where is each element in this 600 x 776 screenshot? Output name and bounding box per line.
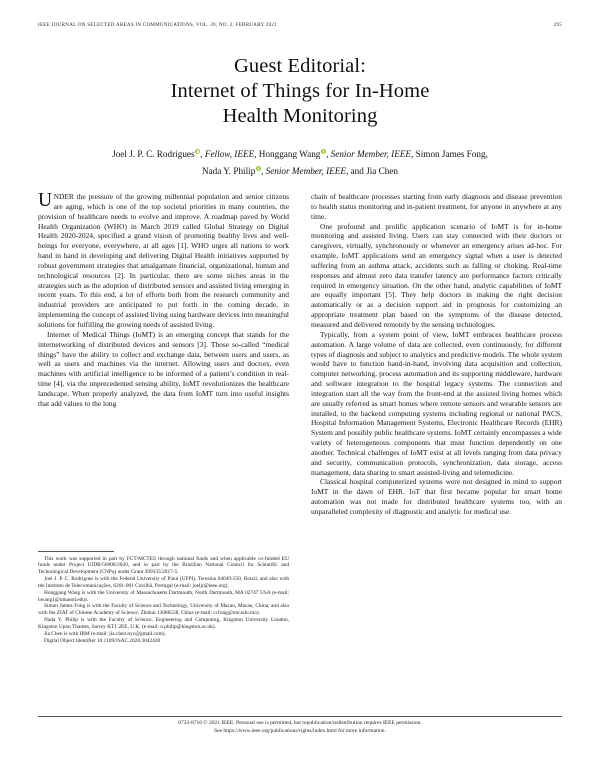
right-column [311,192,562,517]
title-line-3: Health Monitoring [222,105,378,127]
footnote-author-fong: Simon James Fong is with the Faculty of Science and Technology, University of Macau, Macau, China, and also with the ZIAT of Chinese Academy of Science, Zhuhai 13086558, China (e-mail: ccfong@um.edu.mo). [38,603,289,617]
orcid-icon[interactable] [321,149,326,154]
left-paragraph-1 [38,192,289,330]
author-rodrigues: Joel J. P. C. Rodrigues [112,149,195,159]
author-membership-1: Fellow, IEEE [204,149,255,159]
author-membership-3: Senior Member, IEEE [265,166,346,176]
right-paragraph-1: chain of healthcare processes starting from early diagnosis and disease prevention to health status monitoring and in-patient treatment, for anyone in anywhere at any time. [311,192,562,221]
right-paragraph-4: Classical hospital computerized systems were not designed in mind to support IoMT in the dawn of EHR. IoT that first became popular for smart home automation was not made for distributed healthcare systems too, with an unparalleled complexity of diagnostic and analytic for medical use. [311,477,562,516]
author-line-1 [38,146,562,163]
copyright-line-1: 0733-8716 © 2021 IEEE. Personal use is permitted, but republication/redistribution requires IEEE permission. [178,720,422,726]
author-line-2 [38,163,562,180]
footnote-author-philip: Nada Y. Philip is with the Faculty of Science, Engineering and Computing, Kingston University London, Kingston Upon Thames, Surrey KT1 2EE, U.K. (e-mail: n.philip@kingston.ac.uk). [38,617,289,630]
copyright-line-2[interactable]: See https://www.ieee.org/publications/rights/index.html for more information. [214,727,386,734]
body-columns [38,192,562,517]
page-title [38,54,562,129]
left-paragraph-1-text: NDER the pressure of the growing millennial population and senior citizens are aging, which is one of the top societal priorities in many countries, the provision of healthcare needs to evolve and improve. A roadmap paved by World Health Organization (WHO) in March 2019 called Global Strategy on Digital Health 2020-2024, specified a grand vision of promoting healthy lives and well-beings for everyone, everywhere, at all ages [1]. WHO urges all nations to work hand in hand in developing and delivering Digital Health initiatives supported by robust government strategies that amalgamate financial, organizational, human and technological resources [2]. In particular, there are some niches areas in the strategies such as the adoption of distributed sensors and assisted living emerging in recent years. To this end, a lot of efforts both from the research community and industrial providers are anticipated to put forth in the coming decade, in implementing the concept of assisted living using hardware devices into meaningful solutions for fulfilling the growing needs of assisted living. [38,192,289,329]
footnote-rule [38,551,114,552]
author-sep-1: , [200,149,205,159]
author-membership-2: Senior Member, IEEE [330,149,412,159]
author-chen: , and Jia Chen [345,166,399,176]
right-paragraph-3: Typically, from a system point of view, IoMT embraces healthcare process automation. A large volume of data are collected, even continuously, for different types of diagnosis and subject to analytics and predictive models. The whole system would have to function hand-in-hand, involving data acquisition and collection, computer networking, process automation and its supporting middleware, hardware and software integration to the hospital legacy systems. The connection and integration start all the way from the front-end at the assisted living homes which are usually referred as smart homes where remote sensors and wearable sensors are installed, to the backend computing systems including regional or national PACS, Hospital Information Management Systems, Electronic Healthcare Records (EHR) System and possibly public healthcare systems. IoMT certainly encompasses a wide variety of heterogeneous components that must function dependently on one another. Technical challenges of IoMT exist at all levels ranging from data privacy and security, communication protocols, synchronization, data storage, access management, data sharing to smart assisted-living and telemedicine. [311,329,562,477]
copyright-block [38,716,562,735]
title-line-2: Internet of Things for In-Home [170,80,430,102]
footnote-author-chen: Jia Chen is with IBM (e-mail: jia.chen.nyc@gmail.com). [44,630,166,637]
running-head-journal: IEEE JOURNAL ON SELECTED AREAS IN COMMUNICATIONS, VOL. 39, NO. 2, FEBRUARY 2021 [38,22,278,28]
title-line-1: Guest Editorial: [234,55,366,77]
footnote-author-wang: Honggang Wang is with the University of Massachusetts Dartmouth, North Dartmouth, MA 02747 USA (e-mail: hwang1@umassd.edu). [38,589,289,603]
author-list [38,146,562,180]
author-fong: , Simon James Fong, [411,149,488,159]
author-sep-3: , [261,166,266,176]
left-column [38,192,289,517]
page-number: 295 [553,22,562,28]
footnote-author-rodrigues: Joel J. P. C. Rodrigues is with the Federal University of Piauí (UFPI), Teresina 64049-550, Brazil, and also with the Instituto de Telecomunicações, 6201-001 Covilhã, Portugal (e-mail: joeljr@ieee.org). [38,576,289,589]
left-paragraph-2: Internet of Medical Things (IoMT) is an emerging concept that stands for the internetworking of distributed devices and sensors [3]. Those so-called “medical things” have the ability to collect and exchange data, between users and users, as well as users and machines via the internet. Allowing users and doctors, even machines with artificial intelligence to be informed of a patient’s condition in real-time [4], via the unprecedented sensing ability, IoMT revolutionizes the healthcare landscape. When properly analyzed, the data from IoMT turn into useful insights that add values to the long [38,329,289,408]
author-philip: Nada Y. Philip [201,166,256,176]
footnote-funding: This work was supported in part by FCT/MCTES through national funds and when applicable co-funded EU funds under Project UIDB/50008/2020, and in part by the Brazilian National Council for Scientific and Technological Development (CNPq) under Grant 309335/2017-5. [38,555,289,576]
author-sep-2: , [326,149,331,159]
footnote-doi: Digital Object Identifier 10.1109/JSAC.2020.3042420 [44,637,161,644]
orcid-icon[interactable] [256,166,261,171]
right-paragraph-2: One profound and prolific application scenario of IoMT is for in-home monitoring and assisted living. Users can stay connected with their doctors or caregivers, virtually, synchronously or whenever an emergency arises ad-hoc. For example, IoMT applications send an emergency signal when a user is detected suffering from an asthma attack, accidents such as falling or choking. Real-time responses and almost zero data transfer latency are performance factors critically required in emergency situation. On the other hand, analytic capabilities of IoMT are equally important [5]. They help doctors in making the right decision automatically or as a decision support aid in prognosis for customizing an appropriate treatment plan based on the symptoms of the disease detected, measured and delivered remotely by the sensing technologies. [311,221,562,329]
footnote-block [38,551,289,644]
author-wang: , Honggang Wang [254,149,321,159]
copyright-rule [38,716,562,717]
footnote-text [38,556,289,645]
running-head [38,22,562,32]
drop-cap: U [38,190,53,211]
